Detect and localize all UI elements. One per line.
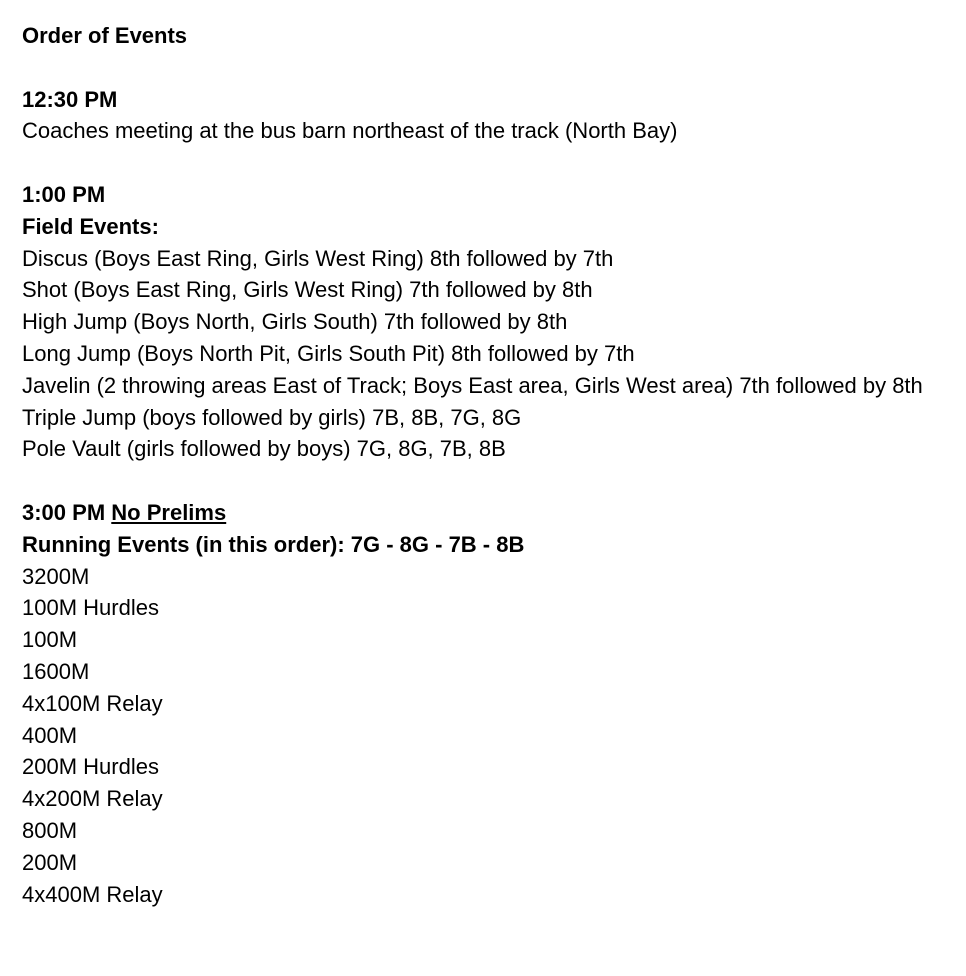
meeting-description: Coaches meeting at the bus barn northeast of the track (North Bay) xyxy=(22,118,678,144)
running-event: 3200M xyxy=(22,563,90,589)
spacer xyxy=(22,465,966,497)
document-title: Order of Events xyxy=(22,23,188,48)
field-event-high-jump: High Jump (Boys North, Girls South) 7th followed by 8th xyxy=(22,309,568,335)
spacer xyxy=(22,147,966,179)
running-event: 4x400M Relay xyxy=(22,881,163,907)
meeting-time: 12:30 PM xyxy=(22,86,118,112)
running-event: 100M Hurdles xyxy=(22,595,159,621)
field-event-shot: Shot (Boys East Ring, Girls West Ring) 7th followed by 8th xyxy=(22,277,593,303)
running-event: 800M xyxy=(22,817,78,843)
running-event: 400M xyxy=(22,722,78,748)
field-heading: Field Events: xyxy=(22,213,159,239)
field-event-triple-jump: Triple Jump (boys followed by girls) 7B, 8B, 7G, 8G xyxy=(22,404,522,430)
field-event-discus: Discus (Boys East Ring, Girls West Ring) 8th followed by 7th xyxy=(22,245,614,271)
field-event-pole-vault: Pole Vault (girls followed by boys) 7G, 8G, 7B, 8B xyxy=(22,436,506,462)
running-event: 4x100M Relay xyxy=(22,690,163,716)
running-heading: Running Events (in this order): 7G - 8G - 7B - 8B xyxy=(22,531,525,557)
field-event-long-jump: Long Jump (Boys North Pit, Girls South Pit) 8th followed by 7th xyxy=(22,340,635,366)
running-event: 100M xyxy=(22,627,78,653)
running-event: 1600M xyxy=(22,658,90,684)
running-time: 3:00 PM xyxy=(22,499,106,525)
running-event: 200M Hurdles xyxy=(22,754,159,780)
running-event: 4x200M Relay xyxy=(22,786,163,812)
running-note: No Prelims xyxy=(111,499,227,525)
running-time-row xyxy=(22,497,966,529)
spacer xyxy=(22,52,966,84)
field-time: 1:00 PM xyxy=(22,181,106,207)
field-event-javelin: Javelin (2 throwing areas East of Track; Boys East area, Girls West area) 7th followed by 8th xyxy=(22,372,923,398)
running-event: 200M xyxy=(22,849,78,875)
